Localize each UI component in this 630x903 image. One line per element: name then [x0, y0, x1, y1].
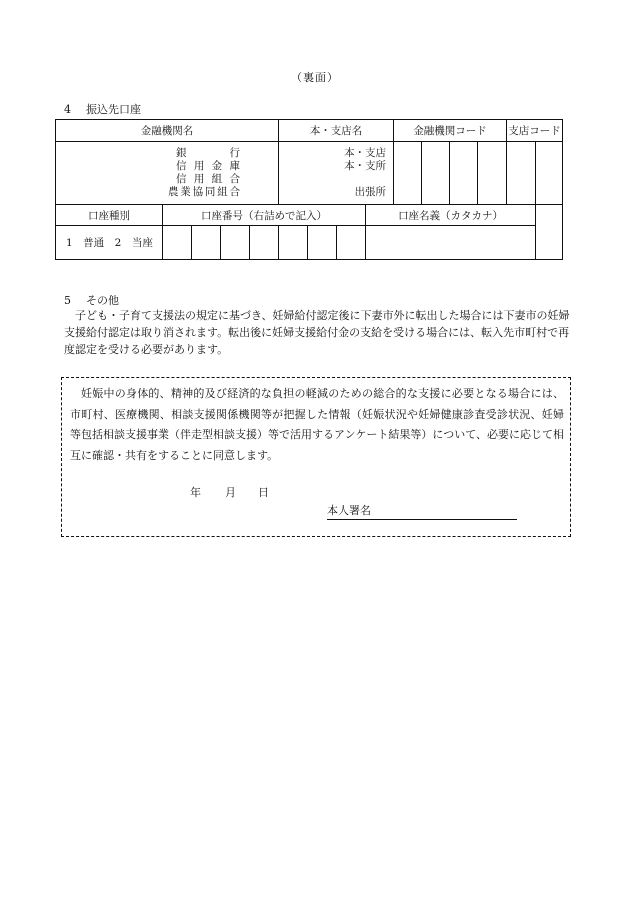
- account-type-header: 口座種別: [56, 205, 163, 226]
- institution-type-bank: 銀 行: [176, 147, 240, 159]
- account-type-cell[interactable]: 1 普通 2 当座: [56, 226, 163, 260]
- institution-code-header: 金融機関コード: [394, 120, 507, 142]
- account-number-digit[interactable]: [221, 226, 250, 260]
- section-4-title: 振込先口座: [86, 103, 141, 116]
- account-number-digit[interactable]: [163, 226, 192, 260]
- date-line[interactable]: [142, 484, 269, 500]
- account-number-digit[interactable]: [250, 226, 279, 260]
- section-4-number: 4: [64, 103, 71, 116]
- date-year-label: 年: [190, 486, 201, 499]
- account-number-digit[interactable]: [337, 226, 366, 260]
- institution-name-cell[interactable]: [56, 142, 279, 205]
- branch-type-branch: 本・支店: [344, 147, 387, 159]
- institution-code-digit[interactable]: [422, 142, 450, 205]
- section-4-heading: [64, 101, 141, 117]
- consent-text: 妊娠中の身体的、精神的及び経済的な負担の軽減のための総合的な支援に必要となる場合には、市町村、医療機関、相談支援関係機関等が把握した情報（妊娠状況や妊婦健康診査受診状況、妊婦等包括相談支援事業（伴走型相談支援）等で活用するアンケート結果等）について、必要に応じて相互に確認・共有をすることに同意します。: [70, 387, 564, 462]
- account-number-digit[interactable]: [308, 226, 337, 260]
- branch-name-cell[interactable]: [279, 142, 394, 205]
- branch-name-header: 本・支店名: [279, 120, 394, 142]
- account-number-digit[interactable]: [192, 226, 221, 260]
- page-title: （裏面）: [291, 71, 339, 84]
- institution-type-agri-coop: 農業協同組合: [168, 186, 240, 198]
- institution-type-credit-union: 信用組合: [176, 173, 240, 185]
- section-5-body: 子ども・子育て支援法の規定に基づき、妊婦給付認定後に下妻市外に転出した場合には下妻市の妊婦支援給付認定は取り消されます。転出後に妊婦支援給付金の支給を受ける場合には、転入先市町村で再度認定を受ける必要があります。: [64, 309, 570, 356]
- section-5-heading: [64, 292, 119, 308]
- account-name-cell[interactable]: [366, 226, 536, 260]
- bank-account-table: [55, 119, 563, 260]
- branch-code-header: 支店コード: [507, 120, 563, 142]
- consent-box: [61, 377, 571, 537]
- branch-code-digit[interactable]: [507, 142, 536, 205]
- account-number-header: 口座番号（右詰めで記入）: [163, 205, 366, 226]
- section-5-number: 5: [64, 294, 71, 307]
- institution-code-digit[interactable]: [450, 142, 478, 205]
- date-month-label: 月: [225, 486, 236, 499]
- branch-type-agency: 出張所: [354, 186, 387, 198]
- account-name-header: 口座名義（カタカナ）: [366, 205, 536, 226]
- section-5-title: その他: [86, 294, 119, 307]
- institution-code-digit[interactable]: [394, 142, 422, 205]
- institution-code-digit[interactable]: [478, 142, 507, 205]
- signature-label: 本人署名: [327, 504, 371, 517]
- date-day-label: 日: [258, 486, 269, 499]
- branch-code-digit[interactable]: [536, 142, 563, 205]
- branch-type-office: 本・支所: [344, 160, 387, 172]
- account-number-digit[interactable]: [279, 226, 308, 260]
- institution-type-shinkin: 信用金庫: [176, 160, 240, 172]
- institution-name-header: 金融機関名: [56, 120, 279, 142]
- signature-field[interactable]: [327, 502, 517, 520]
